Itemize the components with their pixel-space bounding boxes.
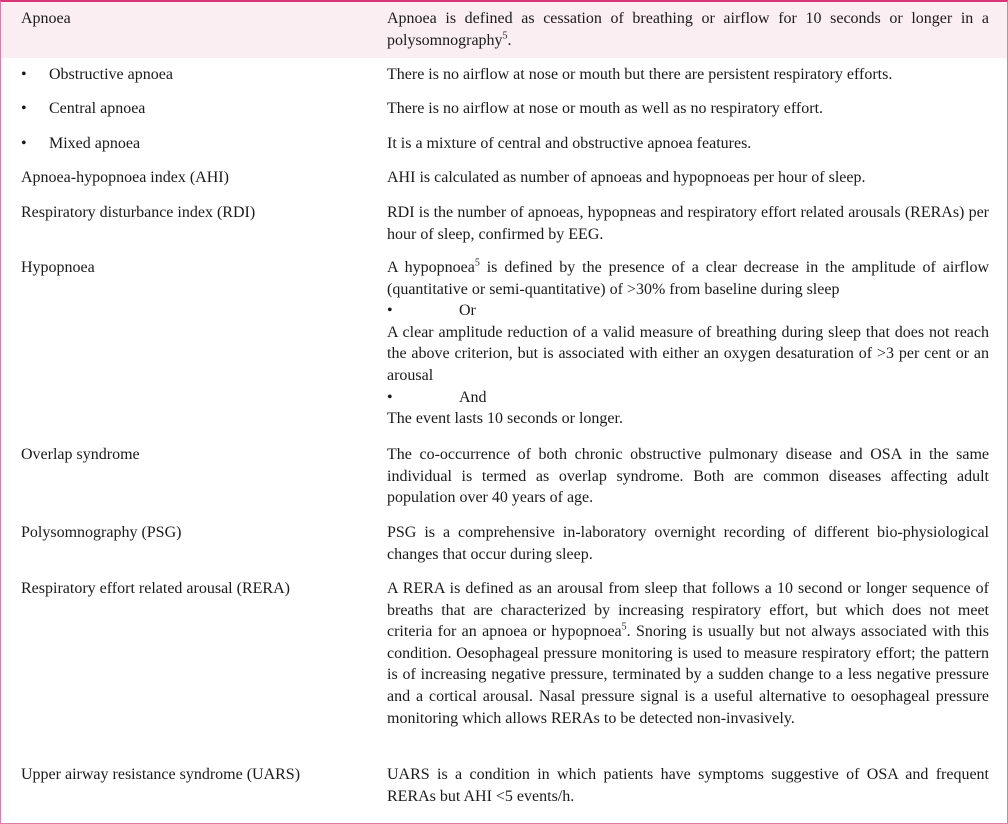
- definition-text: A hypopnoea: [387, 259, 475, 276]
- term-cell: Polysomnography (PSG): [21, 524, 182, 541]
- definition-text: is defined by the presence of a clear decrease in the amplitude of airflow (quantitative or semi-quantitative) of >30% from baseline during sleep: [387, 259, 990, 298]
- definition-cell: [387, 257, 989, 438]
- definition-cell: UARS is a condition in which patients have symptoms suggestive of OSA and frequent RERAs but AHI <5 events/h.: [387, 766, 989, 805]
- reference-superscript: 5: [621, 621, 627, 633]
- definition-text: A RERA is defined as an arousal from sleep that follows a 10 second or longer sequence of breaths that are characterized by increasing respiratory effort, but which does not meet criteria for an apnoea or hypopnoea: [387, 580, 989, 641]
- definition-paragraph: [387, 257, 989, 300]
- term-text: Obstructive apnoea: [49, 66, 173, 83]
- table-row: [1, 572, 1007, 758]
- bullet-marker: •: [21, 66, 27, 83]
- connector-text: Or: [459, 302, 476, 320]
- definition-cell: PSG is a comprehensive in-laboratory overnight recording of different bio-physiological changes that occur during sleep.: [387, 524, 989, 563]
- definition-cell: The co-occurrence of both chronic obstructive pulmonary disease and OSA in the same individual is termed as overlap syndrome. Both are common diseases affecting adult population over 40 years of age.: [387, 446, 989, 507]
- term-cell: Overlap syndrome: [21, 446, 140, 463]
- table-row: [1, 127, 1007, 161]
- table-row: [1, 251, 1007, 438]
- definition-text: Apnoea is defined as cessation of breathing or airflow for 10 seconds or longer in a polysomnography: [387, 10, 989, 49]
- connector-text: And: [459, 388, 487, 406]
- term-cell: Upper airway resistance syndrome (UARS): [21, 766, 301, 783]
- connector-and: [387, 387, 989, 409]
- reference-superscript: 5: [474, 257, 480, 269]
- reference-superscript: 5: [502, 30, 508, 42]
- definition-paragraph: The event lasts 10 seconds or longer.: [387, 410, 623, 428]
- bullet-marker: •: [21, 135, 27, 152]
- table-row: [1, 516, 1007, 572]
- table-row: [1, 196, 1007, 251]
- connector-or: [387, 300, 989, 322]
- table-row: [1, 161, 1007, 196]
- term-cell: Apnoea-hypopnoea index (AHI): [21, 169, 229, 186]
- term-cell: [1, 64, 367, 92]
- definition-cell: There is no airflow at nose or mouth as well as no respiratory effort.: [387, 100, 824, 117]
- table-row: [1, 758, 1007, 816]
- table-row: [1, 92, 1007, 127]
- term-cell: [1, 98, 367, 127]
- table-row: [1, 438, 1007, 516]
- definition-cell: [387, 578, 989, 758]
- term-text: Mixed apnoea: [49, 135, 141, 152]
- definition-text: . Snoring is usually but not always associated with this condition. Oesophageal pressure monitoring is used to measure respiratory effort; the pattern is of increasing negative pressure, terminated by a sudden change to a less negative pressure and a cortical arousal. Nasal pressure signal is a useful alternative to oesophageal pressure monitoring which allows RERAs to be detected non-invasively.: [387, 623, 990, 727]
- definitions-table: [1, 2, 1007, 816]
- definition-cell: RDI is the number of apnoeas, hypopneas and respiratory effort related arousals (RERAs) per hour of sleep, confirmed by EEG.: [387, 204, 989, 243]
- definition-cell: There is no airflow at nose or mouth but there are persistent respiratory efforts.: [387, 66, 893, 83]
- table-row: [1, 58, 1007, 92]
- definition-cell: AHI is calculated as number of apnoeas and hypopnoeas per hour of sleep.: [387, 169, 866, 186]
- bullet-marker: •: [387, 388, 393, 406]
- term-cell: Respiratory disturbance index (RDI): [21, 204, 256, 221]
- bullet-marker: •: [387, 302, 393, 320]
- term-text: Central apnoea: [49, 100, 146, 117]
- table-row: [1, 2, 1007, 58]
- term-cell: [1, 133, 367, 161]
- definition-text: .: [507, 31, 512, 49]
- term-cell: Apnoea: [21, 10, 71, 27]
- bullet-marker: •: [21, 100, 27, 117]
- term-cell: Hypopnoea: [21, 259, 95, 276]
- definition-cell: It is a mixture of central and obstructive apnoea features.: [387, 135, 752, 152]
- definition-paragraph: A clear amplitude reduction of a valid measure of breathing during sleep that does not reach the above criterion, but is associated with either an oxygen desaturation of >3 per cent or an arousal: [387, 323, 989, 384]
- definition-cell: [387, 8, 989, 58]
- term-cell: Respiratory effort related arousal (RERA): [21, 580, 290, 597]
